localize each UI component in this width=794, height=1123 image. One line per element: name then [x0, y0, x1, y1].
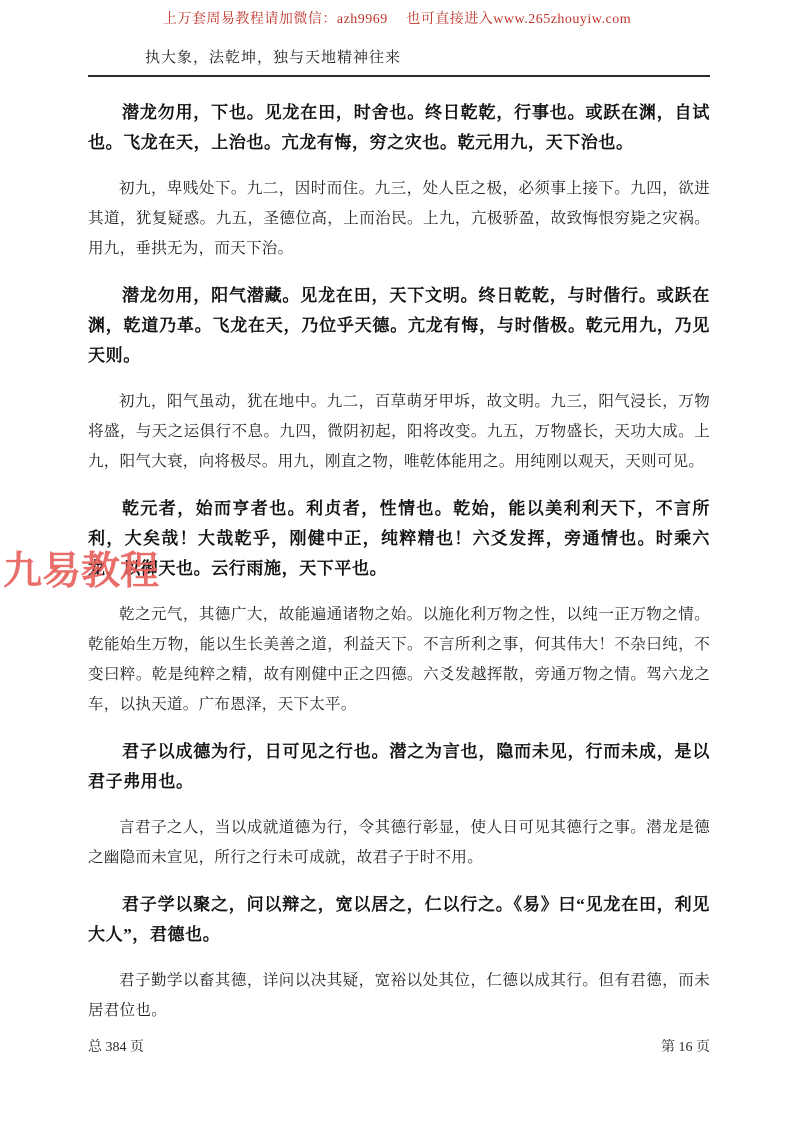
page-content — [88, 46, 710, 1026]
scripture-paragraph: 君子以成德为行，日可见之行也。潜之为言也，隐而未见，行而未成，是以君子弗用也。 — [88, 742, 710, 791]
commentary-paragraph: 初九，阳气虽动，犹在地中。九二，百草萌牙甲坼，故文明。九三，阳气浸长，万物将盛，与天之运俱行不息。九四，微阴初起，阳将改变。九五，万物盛长，天功大成。上九，阳气大衰，向将极尽。用九，刚直之物，唯乾体能用之。用纯刚以观天，天则可见。 — [88, 393, 710, 470]
scripture-paragraph: 潜龙勿用，下也。见龙在田，时舍也。终日乾乾，行事也。或跃在渊，自试也。飞龙在天，上治也。亢龙有悔，穷之灾也。乾元用九，天下治也。 — [88, 103, 710, 152]
commentary-paragraph: 乾之元气，其德广大，故能遍通诸物之始。以施化利万物之性，以纯一正万物之情。乾能始生万物，能以生长美善之道，利益天下。不言所利之事，何其伟大！不杂曰纯，不变曰粹。乾是纯粹之精，故有刚健中正之四德。六爻发越挥散，旁通万物之情。驾六龙之车，以执天道。广布恩泽，天下太平。 — [88, 606, 710, 713]
watermark-logo: 九易教程 — [3, 550, 160, 593]
promo-banner-text: 上万套周易教程请加微信：azh9969 也可直接进入www.265zhouyiw.com — [162, 12, 632, 27]
scripture-paragraph: 潜龙勿用，阳气潜藏。见龙在田，天下文明。终日乾乾，与时偕行。或跃在渊，乾道乃革。飞龙在天，乃位乎天德。亢龙有悔，与时偕极。乾元用九，乃见天则。 — [88, 286, 710, 365]
footer-total-pages: 总 384 页 — [88, 1040, 144, 1055]
section-header-title: 执大象，法乾坤，独与天地精神往来 — [88, 46, 710, 77]
commentary-paragraph: 言君子之人，当以成就道德为行，令其德行彰显，使人日可见其德行之事。潜龙是德之幽隐而未宣见，所行之行未可成就，故君子于时不用。 — [88, 819, 710, 866]
scripture-paragraph: 乾元者，始而亨者也。利贞者，性情也。乾始，能以美利利天下，不言所利，大矣哉！大哉乾乎，刚健中正，纯粹精也！六爻发挥，旁通情也。时乘六龙，以御天也。云行雨施，天下平也。 — [88, 499, 710, 578]
scripture-paragraph: 君子学以聚之，问以辩之，宽以居之，仁以行之。《易》曰“见龙在田，利见大人”，君德也。 — [88, 895, 710, 944]
footer-page-number: 第 16 页 — [661, 1040, 710, 1055]
commentary-paragraph: 初九，卑贱处下。九二，因时而住。九三，处人臣之极，必须事上接下。九四，欲进其道，犹复疑惑。九五，圣德位高，上而治民。上九，亢极骄盈，故致悔恨穷毙之灾祸。用九，垂拱无为，而天下治。 — [88, 180, 710, 257]
body-text — [88, 98, 710, 1026]
commentary-paragraph: 君子勤学以畜其德，详问以决其疑，宽裕以处其位，仁德以成其行。但有君德，而未居君位也。 — [88, 972, 710, 1019]
page-footer — [88, 1036, 710, 1056]
